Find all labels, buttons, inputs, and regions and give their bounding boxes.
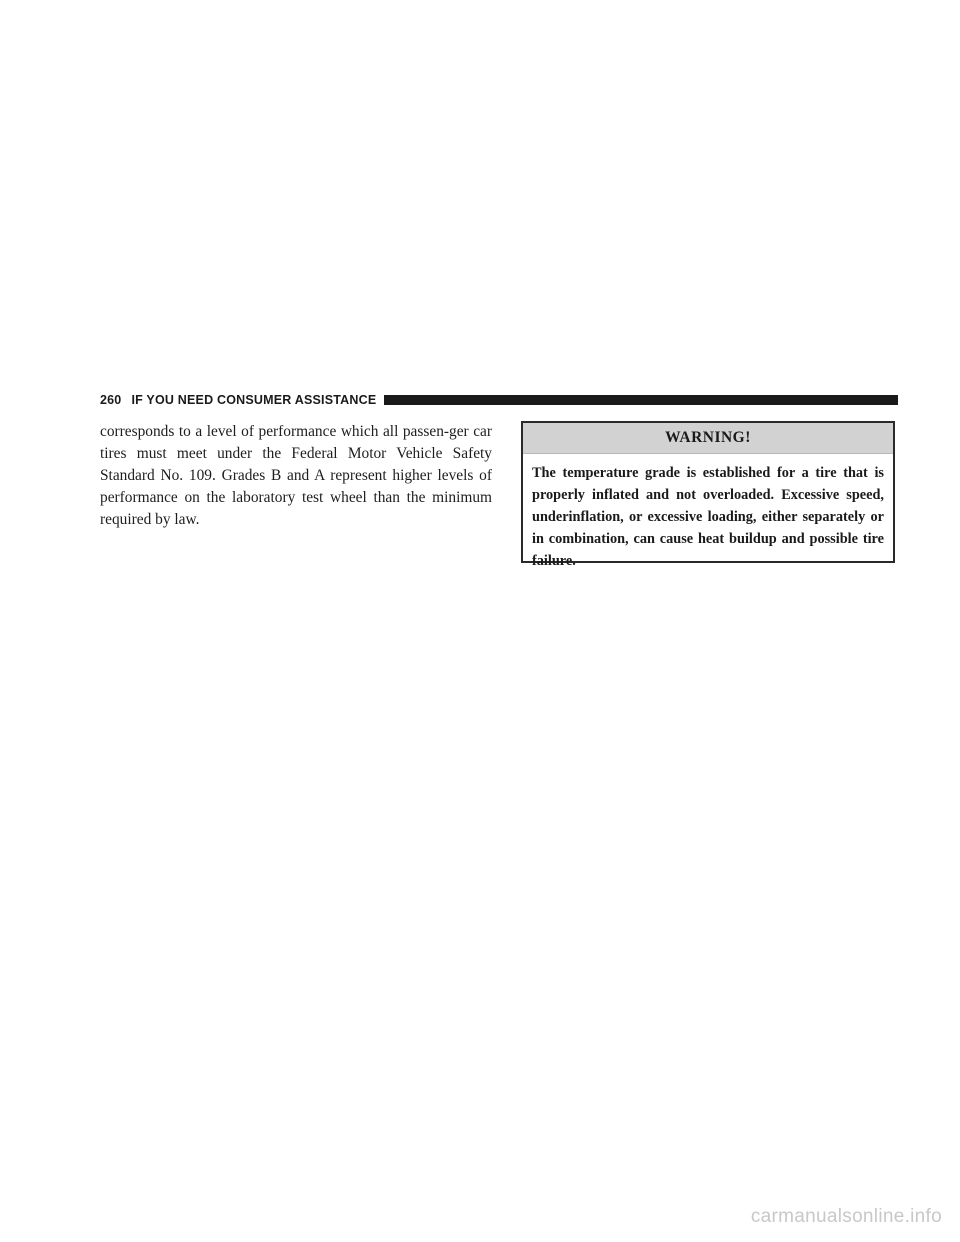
section-title: IF YOU NEED CONSUMER ASSISTANCE — [131, 393, 377, 407]
body-paragraph: corresponds to a level of performance which all passen-ger car tires must meet under the Federal Motor Vehicle Safety Standard No. 109. Grades B and A represent higher levels of performance on the laboratory test wheel than the minimum required by law. — [100, 423, 492, 528]
warning-box — [521, 421, 895, 569]
page-header — [100, 392, 898, 408]
watermark: carmanualsonline.info — [750, 1206, 942, 1227]
warning-title-bar — [523, 423, 893, 454]
header-bar — [384, 395, 898, 405]
page-number: 260 — [100, 393, 122, 407]
warning-title: WARNING! — [665, 429, 751, 446]
warning-text: The temperature grade is established for a tire that is properly inflated and not overloaded. Excessive speed, underinflation, or excessive loading, either separately or in combination, can cause heat buildup and possible tire failure. — [532, 465, 884, 569]
